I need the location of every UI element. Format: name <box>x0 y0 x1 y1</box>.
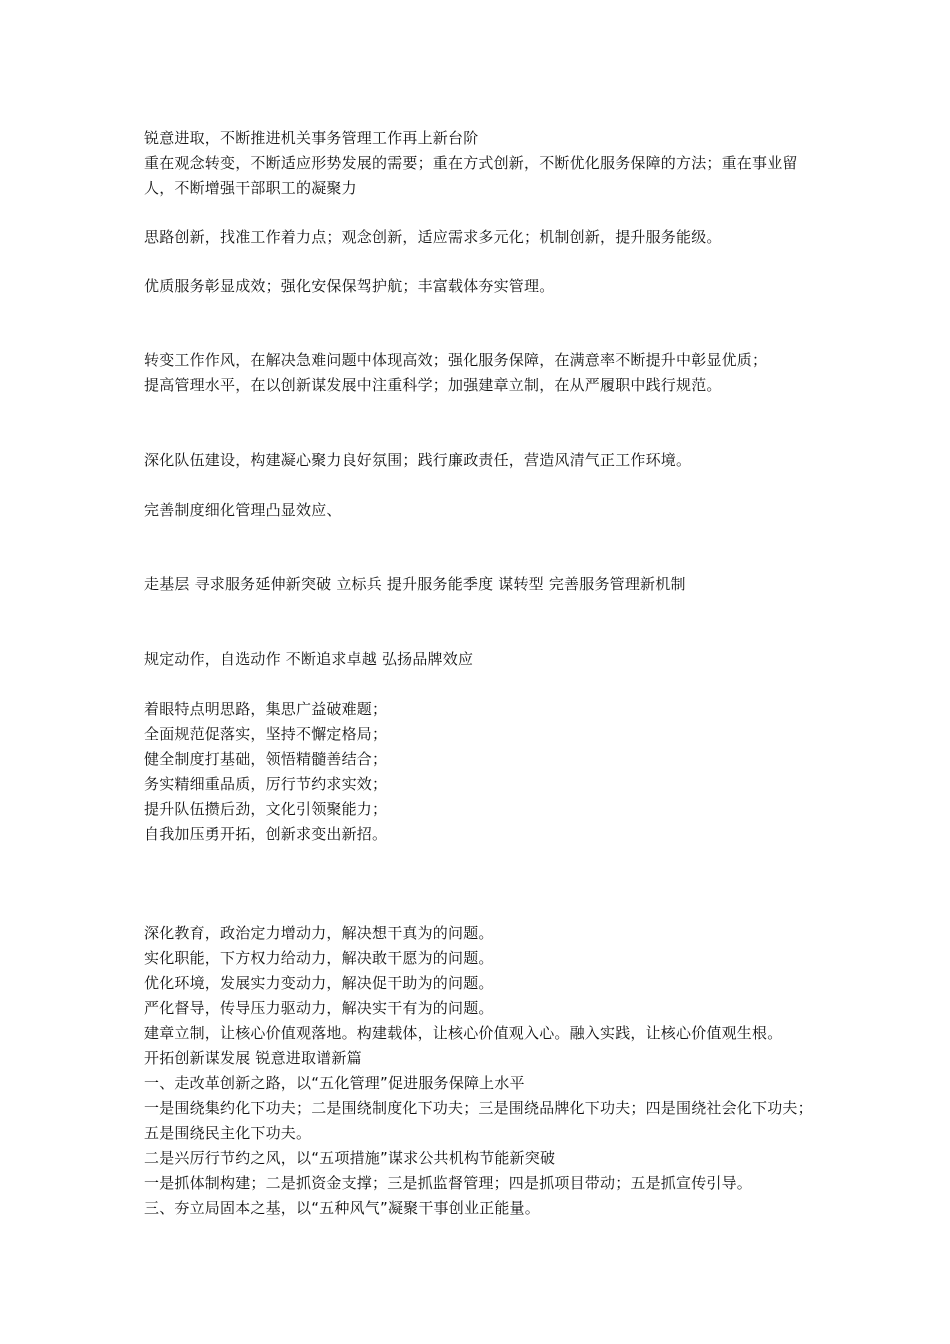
list-line: 健全制度打基础，领悟精髓善结合； <box>144 750 388 768</box>
section-heading: 三、夯立局固本之基，以“五种风气”凝聚干事创业正能量。 <box>144 1199 540 1217</box>
paragraph-line: 建章立制，让核心价值观落地。构建载体，让核心价值观入心。融入实践，让核心价值观生根。 <box>144 1024 783 1042</box>
paragraph-line: 深化队伍建设，构建凝心聚力良好氛围；践行廉政责任，营造风清气正工作环境。 <box>144 451 692 469</box>
list-line: 提升队伍攒后劲，文化引领聚能力； <box>144 800 388 818</box>
list-line: 着眼特点明思路，集思广益破难题； <box>144 700 388 718</box>
paragraph-line: 一是围绕集约化下功夫；二是围绕制度化下功夫；三是围绕品牌化下功夫；四是围绕社会化下功夫；五是围绕民主化下功夫。 <box>144 1099 813 1142</box>
heading-line: 锐意进取，不断推进机关事务管理工作再上新台阶 <box>144 129 479 147</box>
list-line: 优化环境，发展实力变动力，解决促干助为的问题。 <box>144 974 494 992</box>
paragraph-line: 思路创新，找准工作着力点；观念创新，适应需求多元化；机制创新，提升服务能级。 <box>144 228 722 246</box>
section-heading: 二是兴厉行节约之风，以“五项措施”谋求公共机构节能新突破 <box>144 1149 556 1167</box>
paragraph-line: 转变工作作风，在解决急难问题中体现高效；强化服务保障，在满意率不断提升中彰显优质； <box>144 351 768 369</box>
list-line: 严化督导，传导压力驱动力，解决实干有为的问题。 <box>144 999 494 1017</box>
list-line: 全面规范促落实，坚持不懈定格局； <box>144 725 388 743</box>
list-line: 自我加压勇开拓，创新求变出新招。 <box>144 825 388 843</box>
paragraph-line: 提高管理水平，在以创新谋发展中注重科学；加强建章立制，在从严履职中践行规范。 <box>144 376 722 394</box>
list-line: 务实精细重品质，厉行节约求实效； <box>144 775 388 793</box>
paragraph-line: 完善制度细化管理凸显效应、 <box>144 501 342 519</box>
paragraph-line: 走基层 寻求服务延伸新突破 立标兵 提升服务能季度 谋转型 完善服务管理新机制 <box>144 575 686 593</box>
list-line: 深化教育，政治定力增动力，解决想干真为的问题。 <box>144 924 494 942</box>
subheading-line: 开拓创新谋发展 锐意进取谱新篇 <box>144 1049 362 1067</box>
list-line: 实化职能，下方权力给动力，解决敢干愿为的问题。 <box>144 949 494 967</box>
paragraph-line: 一是抓体制构建；二是抓资金支撑；三是抓监督管理；四是抓项目带动；五是抓宣传引导。 <box>144 1174 753 1192</box>
section-heading: 一、走改革创新之路，以“五化管理”促进服务保障上水平 <box>144 1074 525 1092</box>
paragraph-line: 重在观念转变，不断适应形势发展的需要；重在方式创新，不断优化服务保障的方法；重在事业留人，不断增强干部职工的凝聚力 <box>144 154 798 197</box>
paragraph-line: 优质服务彰显成效；强化安保保驾护航；丰富载体夯实管理。 <box>144 277 555 295</box>
paragraph-line: 规定动作，自选动作 不断追求卓越 弘扬品牌效应 <box>144 650 474 668</box>
